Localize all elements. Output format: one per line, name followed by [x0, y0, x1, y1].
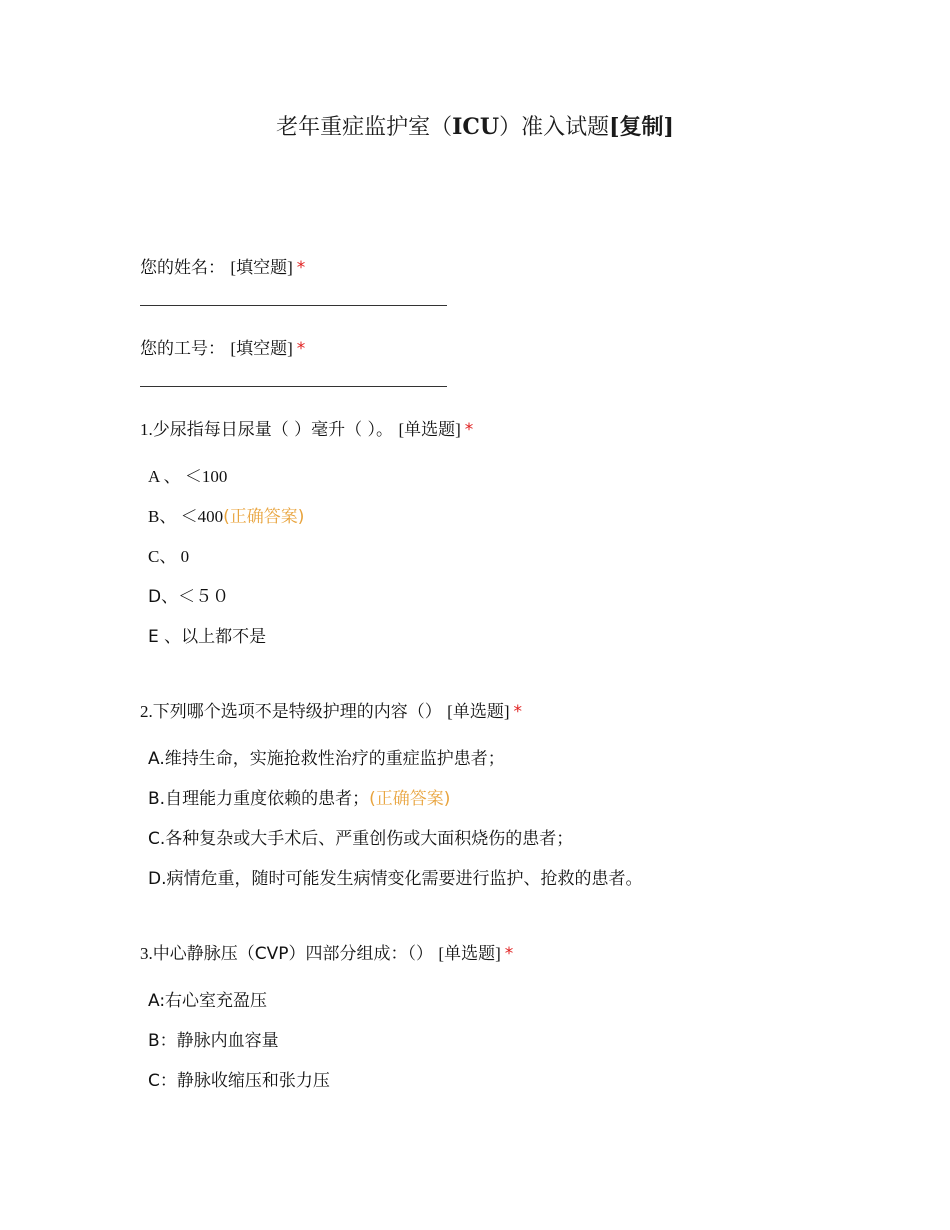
q3-option-b[interactable]: B：静脉内血容量 — [148, 1031, 279, 1051]
q3-option-c[interactable]: C：静脉收缩压和张力压 — [148, 1071, 330, 1091]
question-text: 下列哪个选项不是特级护理的内容（） — [152, 702, 442, 722]
title-part-3: ）准入试题 — [499, 115, 610, 140]
question-1 — [140, 415, 473, 440]
question-2 — [140, 697, 522, 722]
question-number: 1. — [140, 420, 153, 439]
correct-answer-badge: (正确答案) — [369, 789, 451, 809]
question-number: 2. — [140, 702, 153, 721]
question-type-tag: [单选题] — [438, 944, 501, 963]
question-text: 中心静脉压（CVP）四部分组成：（） — [152, 944, 434, 964]
id-label: 您的工号： — [140, 339, 225, 359]
q1-option-d[interactable]: D、＜５０ — [148, 587, 230, 607]
q2-option-d[interactable]: D.病情危重，随时可能发生病情变化需要进行监护、抢救的患者。 — [148, 869, 643, 889]
q2-option-c[interactable]: C.各种复杂或大手术后、严重创伤或大面积烧伤的患者； — [148, 829, 574, 849]
q2-option-b[interactable]: B.自理能力重度依赖的患者；(正确答案) — [148, 789, 451, 809]
q1-option-b[interactable]: B、 ＜400(正确答案) — [148, 507, 305, 527]
id-question — [140, 334, 305, 359]
question-3 — [140, 939, 513, 964]
required-mark: * — [464, 420, 474, 440]
id-input-line[interactable] — [140, 386, 447, 387]
question-text: 少尿指每日尿量（ ）毫升（ ）。 — [152, 420, 394, 440]
required-mark: * — [296, 339, 306, 359]
q1-option-e[interactable]: E 、以上都不是 — [148, 627, 267, 647]
title-part-1: 老年重症监护室（ — [276, 115, 453, 140]
name-label: 您的姓名： — [140, 258, 225, 278]
id-tag: [填空题] — [230, 339, 293, 358]
title-part-4: [复制] — [609, 114, 674, 140]
q3-option-a[interactable]: A:右心室充盈压 — [148, 991, 268, 1011]
question-number: 3. — [140, 944, 153, 963]
q1-option-a[interactable]: A 、 ＜100 — [148, 467, 228, 486]
required-mark: * — [513, 702, 522, 722]
correct-answer-badge: (正确答案) — [223, 507, 305, 527]
question-type-tag: [单选题] — [398, 420, 461, 439]
name-question — [140, 253, 305, 278]
name-input-line[interactable] — [140, 305, 447, 306]
q2-option-a[interactable]: A.维持生命，实施抢救性治疗的重症监护患者； — [148, 749, 505, 769]
required-mark: * — [296, 258, 306, 278]
question-type-tag: [单选题] — [447, 702, 510, 721]
page-title — [0, 110, 950, 141]
q1-option-c[interactable]: C、 0 — [148, 547, 190, 566]
title-part-2: ICU — [452, 114, 500, 140]
name-tag: [填空题] — [230, 258, 293, 277]
required-mark: * — [504, 944, 514, 964]
